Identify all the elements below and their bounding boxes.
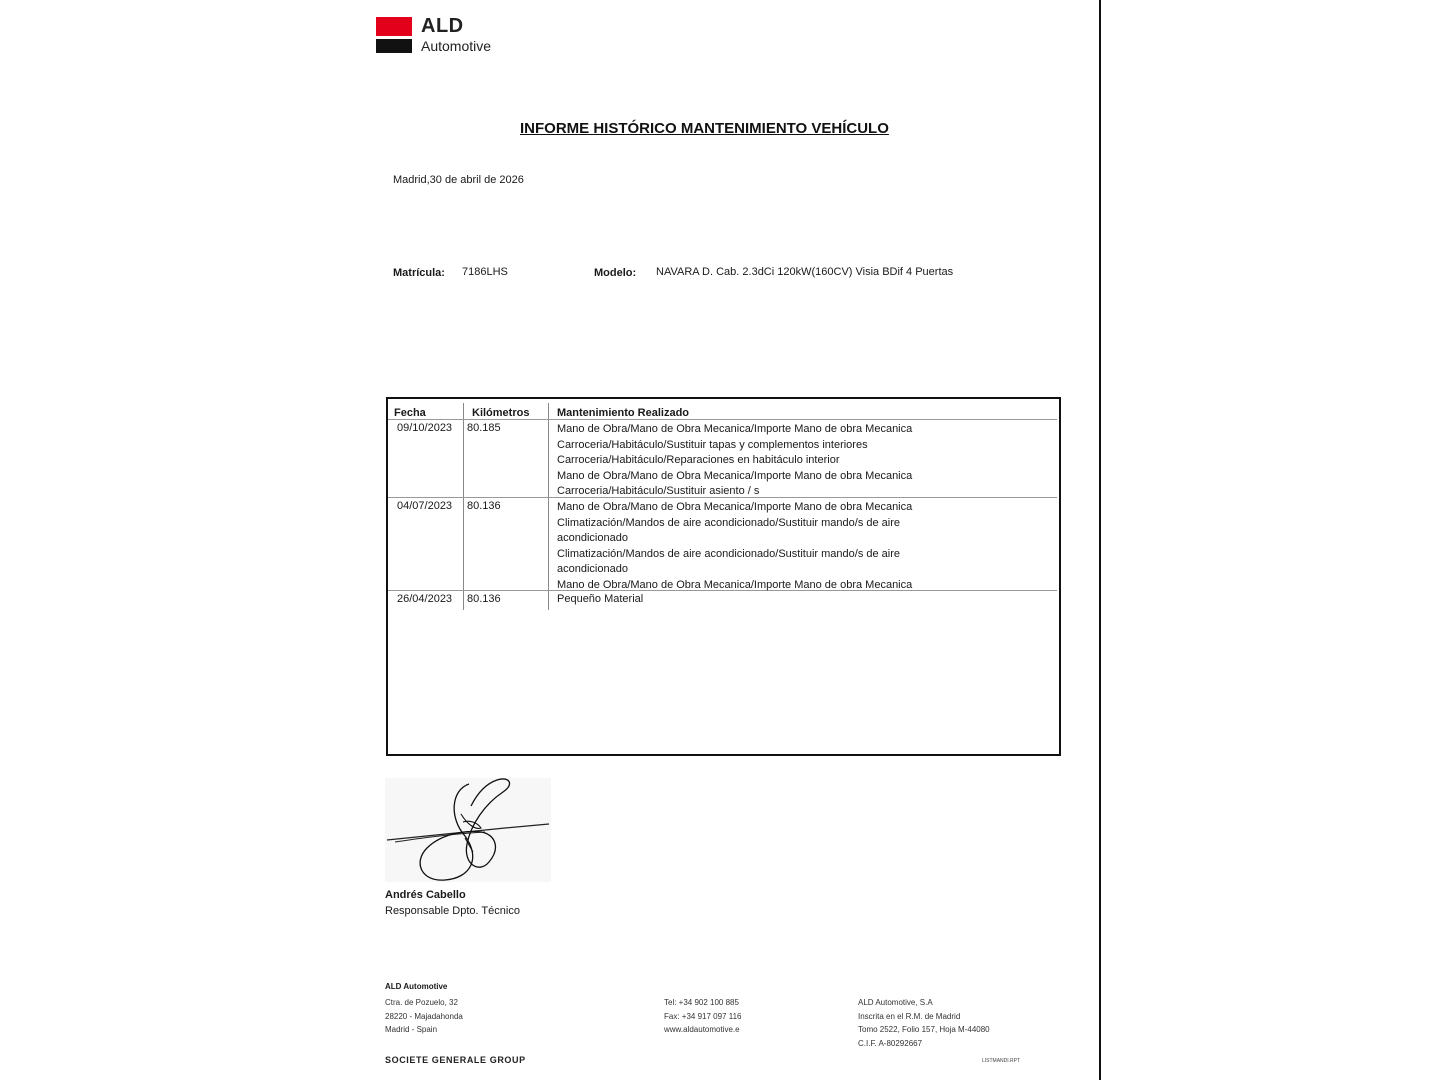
row-1-item: Mano de Obra/Mano de Obra Mecanica/Importe Mano de obra Mecanica [557,469,913,482]
document-title: INFORME HISTÓRICO MANTENIMIENTO VEHÍCULO [520,120,889,137]
signer-role: Responsable Dpto. Técnico [385,905,520,917]
footer-company: ALD Automotive [385,982,448,991]
row-2-item: Climatización/Mandos de aire acondicionado/Sustituir mando/s de aire [557,547,901,560]
header-maintenance: Mantenimiento Realizado [557,407,690,419]
logo-text-ald: ALD [421,15,464,37]
footer-contact: Tel: +34 902 100 885 Fax: +34 917 097 116 www.aldautomotive.e [664,998,742,1034]
row-1-item: Carroceria/Habitáculo/Sustituir asiento / s [557,485,760,497]
row-1-item: Carroceria/Habitáculo/Reparaciones en habitáculo interior [557,454,840,466]
signature-image [385,778,551,882]
report-reference: LISTMANDI.RPT [982,1058,1021,1064]
row-1-item: Carroceria/Habitáculo/Sustituir tapas y complementos interiores [557,438,868,451]
row-2-date: 04/07/2023 [397,500,453,512]
page-edge-line [1099,0,1101,1080]
row-1-date: 09/10/2023 [397,422,453,434]
header-date: Fecha [394,407,426,419]
row-2-item: acondicionado [557,563,628,575]
row-3-date: 26/04/2023 [397,593,453,605]
row-3-item: Pequeño Material [557,593,644,605]
row-3-km: 80.136 [467,593,501,605]
model-value: NAVARA D. Cab. 2.3dCi 120kW(160CV) Visia BDif 4 Puertas [656,266,954,278]
row-2-item: Mano de Obra/Mano de Obra Mecanica/Importe Mano de obra Mecanica [557,501,913,513]
societe-generale-group: SOCIETE GENERALE GROUP [385,1055,526,1065]
header-divider [388,419,1057,420]
column-divider [463,403,464,610]
logo-text-automotive: Automotive [421,38,492,54]
ald-logo [376,17,508,57]
place-date: Madrid,30 de abril de 2026 [393,174,524,186]
row-2-item: acondicionado [557,532,628,544]
row-2-item: Mano de Obra/Mano de Obra Mecanica/Importe Mano de obra Mecanica [557,578,913,591]
row-1-km: 80.185 [467,422,501,434]
ald-logo-mark-icon [376,17,412,53]
plate-label: Matrícula: [393,267,445,279]
signer-name: Andrés Cabello [385,889,466,901]
row-2-km: 80.136 [467,500,501,512]
footer-address: Ctra. de Pozuelo, 32 28220 - Majadahonda Madrid - Spain [385,998,463,1034]
row-1-item: Mano de Obra/Mano de Obra Mecanica/Importe Mano de obra Mecanica [557,423,913,435]
maintenance-table [386,397,1061,756]
plate-value: 7186LHS [462,266,508,278]
row-2-item: Climatización/Mandos de aire acondicionado/Sustituir mando/s de aire [557,516,901,529]
column-divider [548,403,549,610]
footer-legal: ALD Automotive, S.A Inscrita en el R.M. de Madrid Tomo 2522, Folio 157, Hoja M-44080 C.I.F. A-80292667 [858,998,990,1048]
header-km: Kilómetros [472,407,530,419]
model-label: Modelo: [594,267,637,279]
